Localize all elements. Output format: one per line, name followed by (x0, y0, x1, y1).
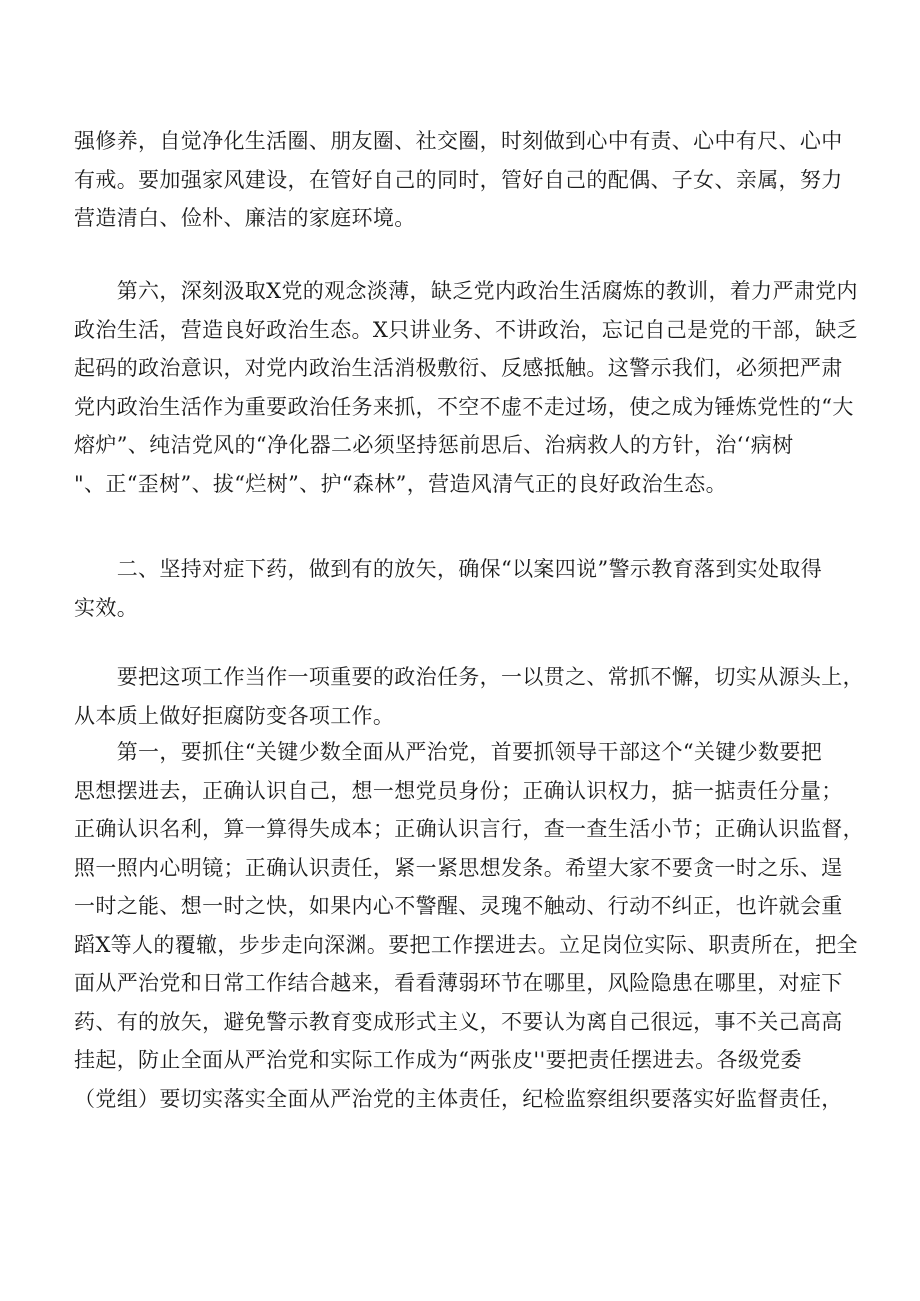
section-heading-two: 二、坚持对症下药，做到有的放矢，确保“以案四说”警示教育落到实处取得 实效。 (74, 557, 823, 620)
paragraph-sixth-political-life: 第六，深刻汲取X党的观念淡薄，缺乏党内政治生活腐炼的教训，着力严肃党内 政治生活，营造良好政治生态。X只讲业务、不讲政治，忘记自己是党的干部，缺乏 起码的政治意识，对党内政治生活消极敷衍、反感抵触。这警示我们，必须把严肃 党内政治生活作为重要政治任务来抓，不空不虚不走过场，使之成为锤炼党性的“大 熔炉”、纯洁党风的“净化器二必须坚持惩前思后、治病救人的方针，治‘‘病树 "、正“歪树”、拔“烂树”、护“森林”，营造风清气正的良好政治生态。 (74, 279, 858, 496)
paragraph-family-conduct: 强修养，自觉净化生活圈、朋友圈、社交圈，时刻做到心中有责、心中有尺、心中 有戒。要加强家风建设，在管好自己的同时，管好自己的配偶、子女、亲属，努力 营造清白、俭朴、廉洁的家庭环境。 (74, 129, 843, 230)
paragraph-first-key-minority: 第一，要抓住“关键少数全面从严治党，首要抓领导干部这个“关键少数要把 思想摆进去，正确认识自己，想一想党员身份；正确认识权力，掂一掂责任分量； 正确认识名利，算一算得失成本；正确认识言行，查一查生活小节；正确认识监督， 照一照内心明镜；正确认识责任，紧一紧思想发条。希望大家不要贪一时之乐、逞 一时之能、想一时之快，如果内心不警醒、灵瑰不触动、行动不纠正，也许就会重 蹈X等人的覆辙，步步走向深渊。要把工作摆进去。立足岗位实际、职责所在，把全 面从严治党和日常工作结合越来，看看薄弱环节在哪里，风险隐患在哪里，对症下 药、有的放矢，避免警示教育变成形式主义，不要认为离自己很远，事不关己高高 挂起，防止全面从严治党和实际工作成为“两张皮''要把责任摆进去。各级党委 （党组）要切实落实全面从严治党的主体责任，纪检监察组织要落实好监督责任， (74, 740, 864, 1111)
paragraph-political-task: 要把这项工作当作一项重要的政治任务，一以贯之、常抓不懈，切实从源头上， 从本质上做好拒腐防变各项工作。 (74, 665, 864, 728)
